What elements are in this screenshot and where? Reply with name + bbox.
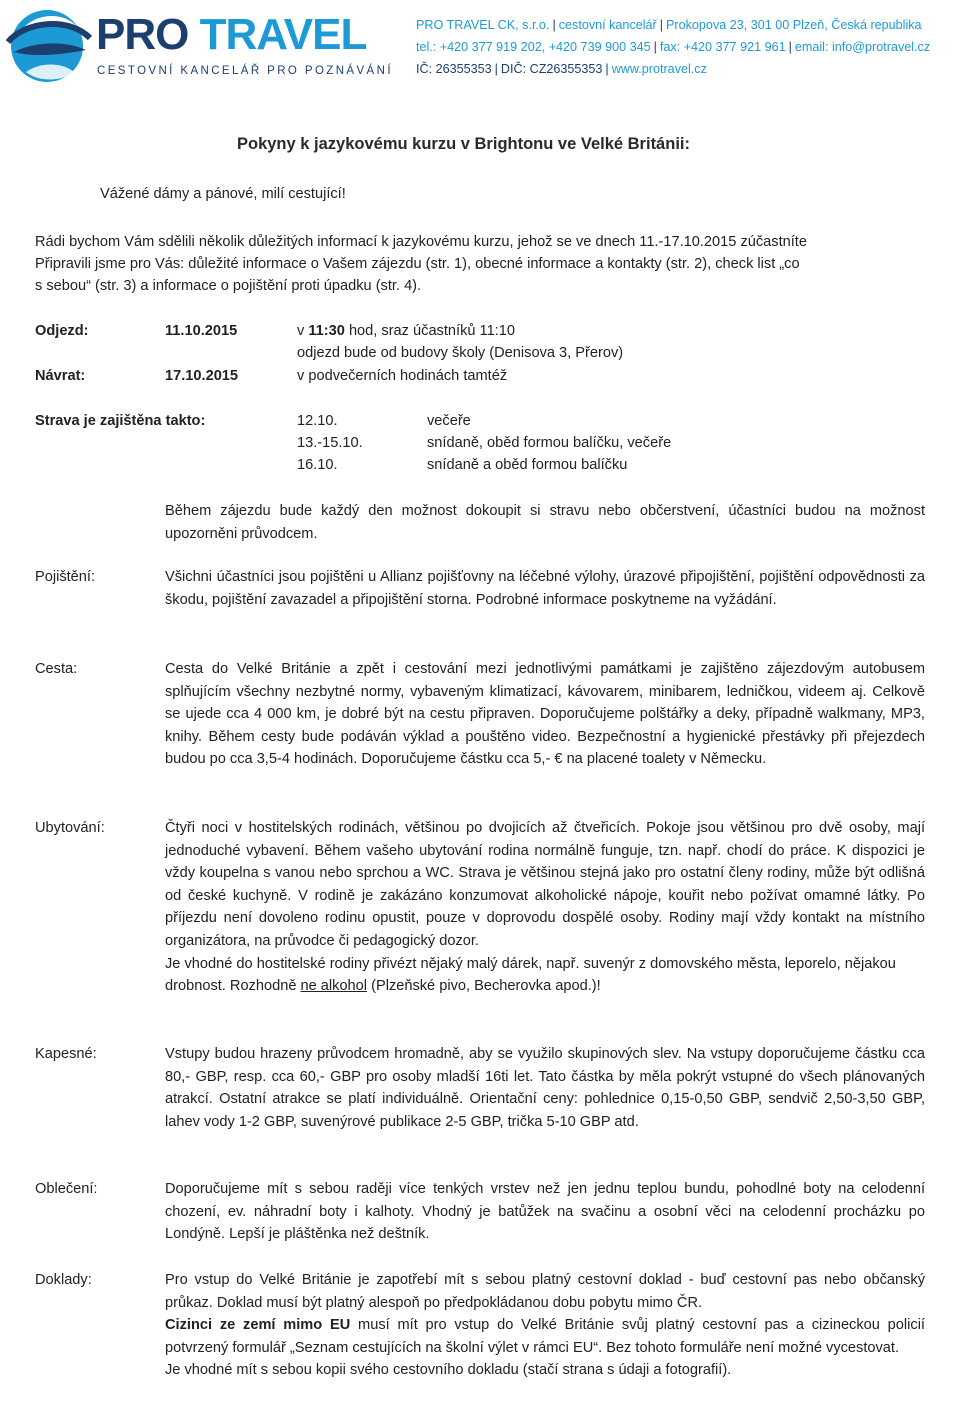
- clothing-label: Oblečení:: [35, 1181, 98, 1197]
- travel-text: Cesta do Velké Británie a zpět i cestování mezi jednotlivými památkami je zajištěno zájezdovým autobusem splňujícím všechny nezbytné normy, vybaveným klimatizací, kávovarem, minibarem, ledničkou, videem aj. Celkově se ujede cca 4 000 km, je dobré být na cestu připraven. Doporučujeme polštářky a deky, případně walkmany, MP3, knihy. Během cesty bude podáván výklad a pouštěno video. Bezpečnostní a hygienické přestávky při přejezdech budou po cca 3,5-4 hodinách. Doporučujeme částku cca 5,- € na placené toalety v Německu.: [165, 661, 925, 768]
- meals-label: Strava je zajištěna takto:: [35, 413, 206, 429]
- return-date: 17.10.2015: [165, 368, 239, 384]
- departure-label: Odjezd:: [35, 323, 89, 339]
- documents-text: Pro vstup do Velké Británie je zapotřebí mít s sebou platný cestovní doklad - buď cestovní pas nebo občanský průkaz. Doklad musí být platný alespoň po předpokládanou dobu pobytu mimo ČR. Cizinci ze zemí mimo EU musí mít pro vstup do Velké Británie svůj platný cestovní pas a cizineckou policií potvrzený formulář „Seznam cestujících na školní výlet v rámci EU“. Bez tohoto formuláře není možné vycestovat. Je vhodné mít s sebou kopii svého cestovního dokladu (stačí strana s údaji a fotografií).: [165, 1272, 925, 1379]
- email-link[interactable]: email: info@protravel.cz: [794, 40, 931, 54]
- departure-note: odjezd bude od budovy školy (Denisova 3, Přerov): [297, 345, 624, 361]
- meal-date: 16.10.: [297, 457, 338, 473]
- intro-line-3: s sebou“ (str. 3) a informace o pojištění proti úpadku (str. 4).: [35, 278, 422, 294]
- meal-text: večeře: [427, 413, 471, 429]
- insurance-text: Všichni účastníci jsou pojištěni u Allianz pojišťovny na léčebné výlohy, úrazové připojištění, pojištění odpovědnosti za škodu, pojištění zavazadel a připojištění storna. Podrobné informace poskytneme na vyžádání.: [165, 569, 925, 608]
- intro-line-1: Rádi bychom Vám sdělili několik důležitých informací k jazykovému kurzu, jehož se ve dnech 11.-17.10.2015 zúčastníte: [35, 234, 807, 250]
- departure-time: v 11:30 hod, sraz účastníků 11:10: [297, 323, 515, 339]
- accommodation-label: Ubytování:: [35, 820, 105, 836]
- company-line: PRO TRAVEL CK, s.r.o. | cestovní kancelář | Prokopova 23, 301 00 Plzeň, Česká republika: [416, 18, 922, 32]
- meal-text: snídaně, oběd formou balíčku, večeře: [427, 435, 672, 451]
- pocket-money-text: Vstupy budou hrazeny průvodcem hromadně, aby se využilo skupinových slev. Na vstupy doporučujeme částku cca 80,- GBP, resp. cca 60,- GBP pro osoby mladší 16ti let. Tato částka by měla pokrýt vstupné do všech plánovaných atrakcí. Ostatní atrakce se platí individuálně. Orientační ceny: pohlednice 0,15-0,50 GBP, sendvič 2,50-3,50 GBP, lahev vody 1-2 GBP, suvenýrové publikace 2-5 GBP, trička 5-10 GBP atd.: [165, 1046, 925, 1130]
- logo-subtitle: CESTOVNÍ KANCELÁŘ PRO POZNÁVÁNÍ: [97, 65, 393, 77]
- meal-text: snídaně a oběd formou balíčku: [427, 457, 628, 473]
- greeting: Vážené dámy a pánové, milí cestující!: [100, 186, 346, 202]
- intro-line-2: Připravili jsme pro Vás: důležité informace o Vašem zájezdu (str. 1), obecné informace a kontakty (str. 2), check list „co: [35, 256, 800, 272]
- departure-date: 11.10.2015: [165, 323, 238, 339]
- pocket-money-label: Kapesné:: [35, 1046, 97, 1062]
- meals-note: Během zájezdu bude každý den možnost dokoupit si stravu nebo občerstvení, účastníci budou na možnost upozorněni průvodcem.: [165, 503, 925, 542]
- travel-label: Cesta:: [35, 661, 78, 677]
- accommodation-text: Čtyři noci v hostitelských rodinách, většinou po dvojicích až čtveřicích. Pokoje jsou většinou pro dvě osoby, mají jednoduché vybavení. Během vašeho ubytování rodina normálně funguje, tzn. např. chodí do práce. K dispozici je vždy koupelna s vanou nebo sprchou a WC. Strava je většinou stejná jako pro ostatní členy rodiny, může být odlišná od české kuchyně. V rodině je zakázáno konzumovat alkoholické nápoje, kouřit nebo požívat omamné látky. Po příjezdu není dovoleno rodinu opustit, pouze v doprovodu dospělé osoby. Rodiny mají vždy kontakt na místního organizátora, na průvodce či pedagogický dozor. Je vhodné do hostitelské rodiny přivézt nějaký malý dárek, např. suvenýr z domovského města, leporelo, nějakou drobnost. Rozhodně ne alkohol (Plzeňské pivo, Becherovka apod.)!: [165, 820, 925, 995]
- globe-logo-icon: [4, 2, 94, 88]
- contact-line: tel.: +420 377 919 202, +420 739 900 345 | fax: +420 377 921 961 | email: info@protravel.cz: [416, 40, 931, 54]
- meal-date: 12.10.: [297, 413, 338, 429]
- company-logo: [4, 2, 393, 88]
- logo-wordmark: PRO TRAVEL: [96, 10, 367, 59]
- documents-label: Doklady:: [35, 1272, 92, 1288]
- website-link[interactable]: www.protravel.cz: [611, 62, 707, 76]
- ids-line: IČ: 26355353 | DIČ: CZ26355353 | www.protravel.cz: [416, 62, 707, 76]
- return-label: Návrat:: [35, 368, 86, 384]
- meal-date: 13.-15.10.: [297, 435, 363, 451]
- document-title: Pokyny k jazykovému kurzu v Brightonu ve Velké Británii:: [237, 135, 690, 153]
- clothing-text: Doporučujeme mít s sebou raději více tenkých vrstev než jen jednu teplou bundu, pohodlné boty na celodenní chození, ev. náhradní boty i kalhoty. Vhodný je batůžek na svačinu a osobní věci na celodenní procházku po Londýně. Lepší je pláštěnka než deštník.: [165, 1181, 925, 1243]
- insurance-label: Pojištění:: [35, 569, 96, 585]
- return-note: v podvečerních hodinách tamtéž: [297, 368, 508, 384]
